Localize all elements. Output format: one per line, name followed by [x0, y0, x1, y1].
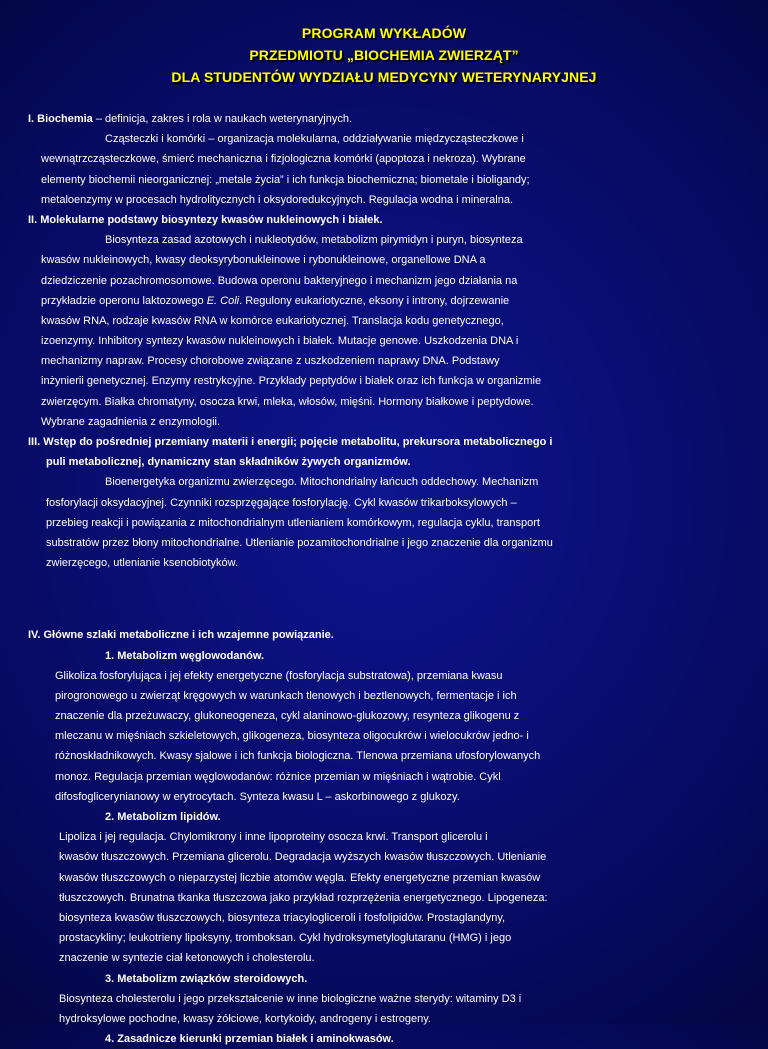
subsection-1-heading: 1. Metabolizm węglowodanów. [105, 649, 265, 662]
subsection-1-line: difosfoglicerynianowy w erytrocytach. Synteza kwasu L – askorbinowego z glukozy. [55, 790, 460, 803]
section-1-line: elementy biochemii nieorganicznej: „metale życia” i ich funkcja biochemiczna; biometale i bioligandy; [41, 173, 530, 186]
subsection-1-line: monoz. Regulacja przemian węglowodanów: różnice przemian w mięśniach i wątrobie. Cykl [55, 770, 501, 783]
section-1-line: wewnątrzcząsteczkowe, śmierć mechaniczna i fizjologiczna komórki (apoptoza i nekroza). Wybrane [41, 153, 526, 166]
section-2-heading: II. Molekularne podstawy biosyntezy kwasów nukleinowych i białek. [28, 213, 383, 226]
section-1-heading: I. Biochemia – definicja, zakres i rola w naukach weterynaryjnych. [28, 113, 353, 125]
section-2-line: Wybrane zagadnienia z enzymologii. [41, 415, 221, 428]
section-2-line: mechanizmy napraw. Procesy chorobowe związane z uszkodzeniem naprawy DNA. Podstawy [41, 355, 500, 368]
subsection-3-line: hydroksylowe pochodne, kwasy żółciowe, kortykoidy, androgeny i estrogeny. [59, 1012, 431, 1025]
section-3-heading: III. Wstęp do pośredniej przemiany materii i energii; pojęcie metabolitu, prekursora metabolicznego i [28, 436, 553, 448]
subsection-2-line: kwasów tłuszczowych. Przemiana glicerolu. Degradacja wyższych kwasów tłuszczowych. Utlenianie [59, 851, 547, 864]
subsection-2-line: kwasów tłuszczowych o nieparzystej liczbie atomów węgla. Efekty energetyczne przemian kwasów [59, 871, 541, 884]
subsection-3-line: Biosynteza cholesterolu i jego przekształcenie w inne biologiczne ważne sterydy: witaminy D3 i [59, 992, 522, 1005]
document-body [0, 109, 768, 1049]
title-line-3: DLA STUDENTÓW WYDZIAŁU MEDYCYNY WETERYNARYJNEJ [171, 69, 597, 85]
section-2-line: izoenzymy. Inhibitory syntezy kwasów nukleinowych i białek. Mutacje genowe. Uszkodzenia DNA i [41, 335, 519, 348]
subsection-1-line: różnoskładnikowych. Kwasy sjalowe i ich funkcja biologiczna. Tlenowa przemiana ufosforylowanych [55, 750, 541, 763]
subsection-2-line: znaczenie w syntezie ciał ketonowych i cholesterolu. [59, 952, 315, 965]
section-3-line: fosforylacji oksydacyjnej. Czynniki rozsprzęgające fosforylację. Cykl kwasów trikarboksylowych – [46, 496, 517, 509]
section-3-line: zwierzęcego, utlenianie ksenobiotyków. [46, 557, 239, 570]
subsection-1-line: mleczanu w mięśniach szkieletowych, glikogeneza, biosynteza oligocukrów i wielocukrów jedno- i [55, 730, 529, 743]
section-3-line: substratów przez błony mitochondrialne. Utlenianie pozamitochondrialne i jego znaczenie dla organizmu [46, 536, 553, 549]
subsection-1-line: pirogronowego u zwierząt kręgowych w warunkach tlenowych i beztlenowych, fermentacje i ich [55, 689, 517, 702]
subsection-2-line: tłuszczowych. Brunatna tkanka tłuszczowa jako przykład rozprzężenia energetycznego. Lipogeneza: [59, 891, 548, 904]
spacer [0, 573, 768, 599]
section-1-line: Cząsteczki i komórki – organizacja molekularna, oddziaływanie międzycząsteczkowe i [105, 133, 524, 146]
subsection-3-heading: 3. Metabolizm związków steroidowych. [105, 972, 308, 985]
subsection-2-line: prostacykliny; leukotrieny lipoksyny, tromboksan. Cykl hydroksymetyloglutaranu (HMG) i jego [59, 932, 512, 945]
subsection-4-heading: 4. Zasadnicze kierunki przemian białek i aminokwasów. [105, 1033, 394, 1046]
subsection-1-line: Glikoliza fosforylująca i jej efekty energetyczne (fosforylacja substratowa), przemiana kwasu [55, 669, 503, 682]
subsection-2-line: biosynteza kwasów tłuszczowych, biosynteza triacylogliceroli i fosfolipidów. Prostaglandyny, [59, 911, 506, 924]
section-2-line: inżynierii genetycznej. Enzymy restrykcyjne. Przykłady peptydów i białek oraz ich funkcja w organizmie [41, 375, 542, 388]
document-title [0, 22, 768, 88]
section-3-heading: puli metabolicznej, dynamiczny stan składników żywych organizmów. [46, 456, 411, 469]
section-4-heading: IV. Główne szlaki metaboliczne i ich wzajemne powiązanie. [28, 629, 334, 642]
section-2-line: zwierzęcym. Białka chromatyny, osocza krwi, mleka, włosów, mięśni. Hormony białkowe i peptydowe. [41, 395, 534, 408]
section-2-line: kwasów RNA, rodzaje kwasów RNA w komórce eukariotycznej. Translacja kodu genetycznego, [41, 314, 504, 327]
section-2-line: kwasów nukleinowych, kwasy deoksyrybonukleinowe i rybonukleinowe, organellowe DNA a [41, 254, 486, 267]
title-line-2: PRZEDMIOTU „BIOCHEMIA ZWIERZĄT” [249, 47, 519, 63]
subsection-2-line: Lipoliza i jej regulacja. Chylomikrony i inne lipoproteiny osocza krwi. Transport glicerolu i [59, 831, 488, 844]
subsection-2-heading: 2. Metabolizm lipidów. [105, 811, 221, 823]
spacer [0, 599, 768, 625]
section-2-line: przykładzie operonu laktozowego E. Coli. Regulony eukariotyczne, eksony i introny, dojrzewanie [41, 294, 510, 307]
title-line-1: PROGRAM WYKŁADÓW [301, 25, 467, 41]
section-2-line: Biosynteza zasad azotowych i nukleotydów, metabolizm pirymidyn i puryn, biosynteza [105, 234, 523, 247]
section-1-line: metaloenzymy w procesach hydrolitycznych i oksydoredukcyjnych. Regulacja wodna i mineralna. [41, 193, 513, 206]
subsection-1-line: znaczenie dla przeżuwaczy, glukoneogeneza, cykl alaninowo-glukozowy, resynteza glikogenu z [55, 710, 520, 723]
section-2-line: dziedziczenie pozachromosomowe. Budowa operonu bakteryjnego i mechanizm jego działania na [41, 274, 518, 287]
section-3-line: Bioenergetyka organizmu zwierzęcego. Mitochondrialny łańcuch oddechowy. Mechanizm [105, 476, 539, 489]
section-3-line: przebieg reakcji i powiązania z mitochondrialnym utlenianiem komórkowym, regulacja cyklu, transport [46, 516, 540, 529]
